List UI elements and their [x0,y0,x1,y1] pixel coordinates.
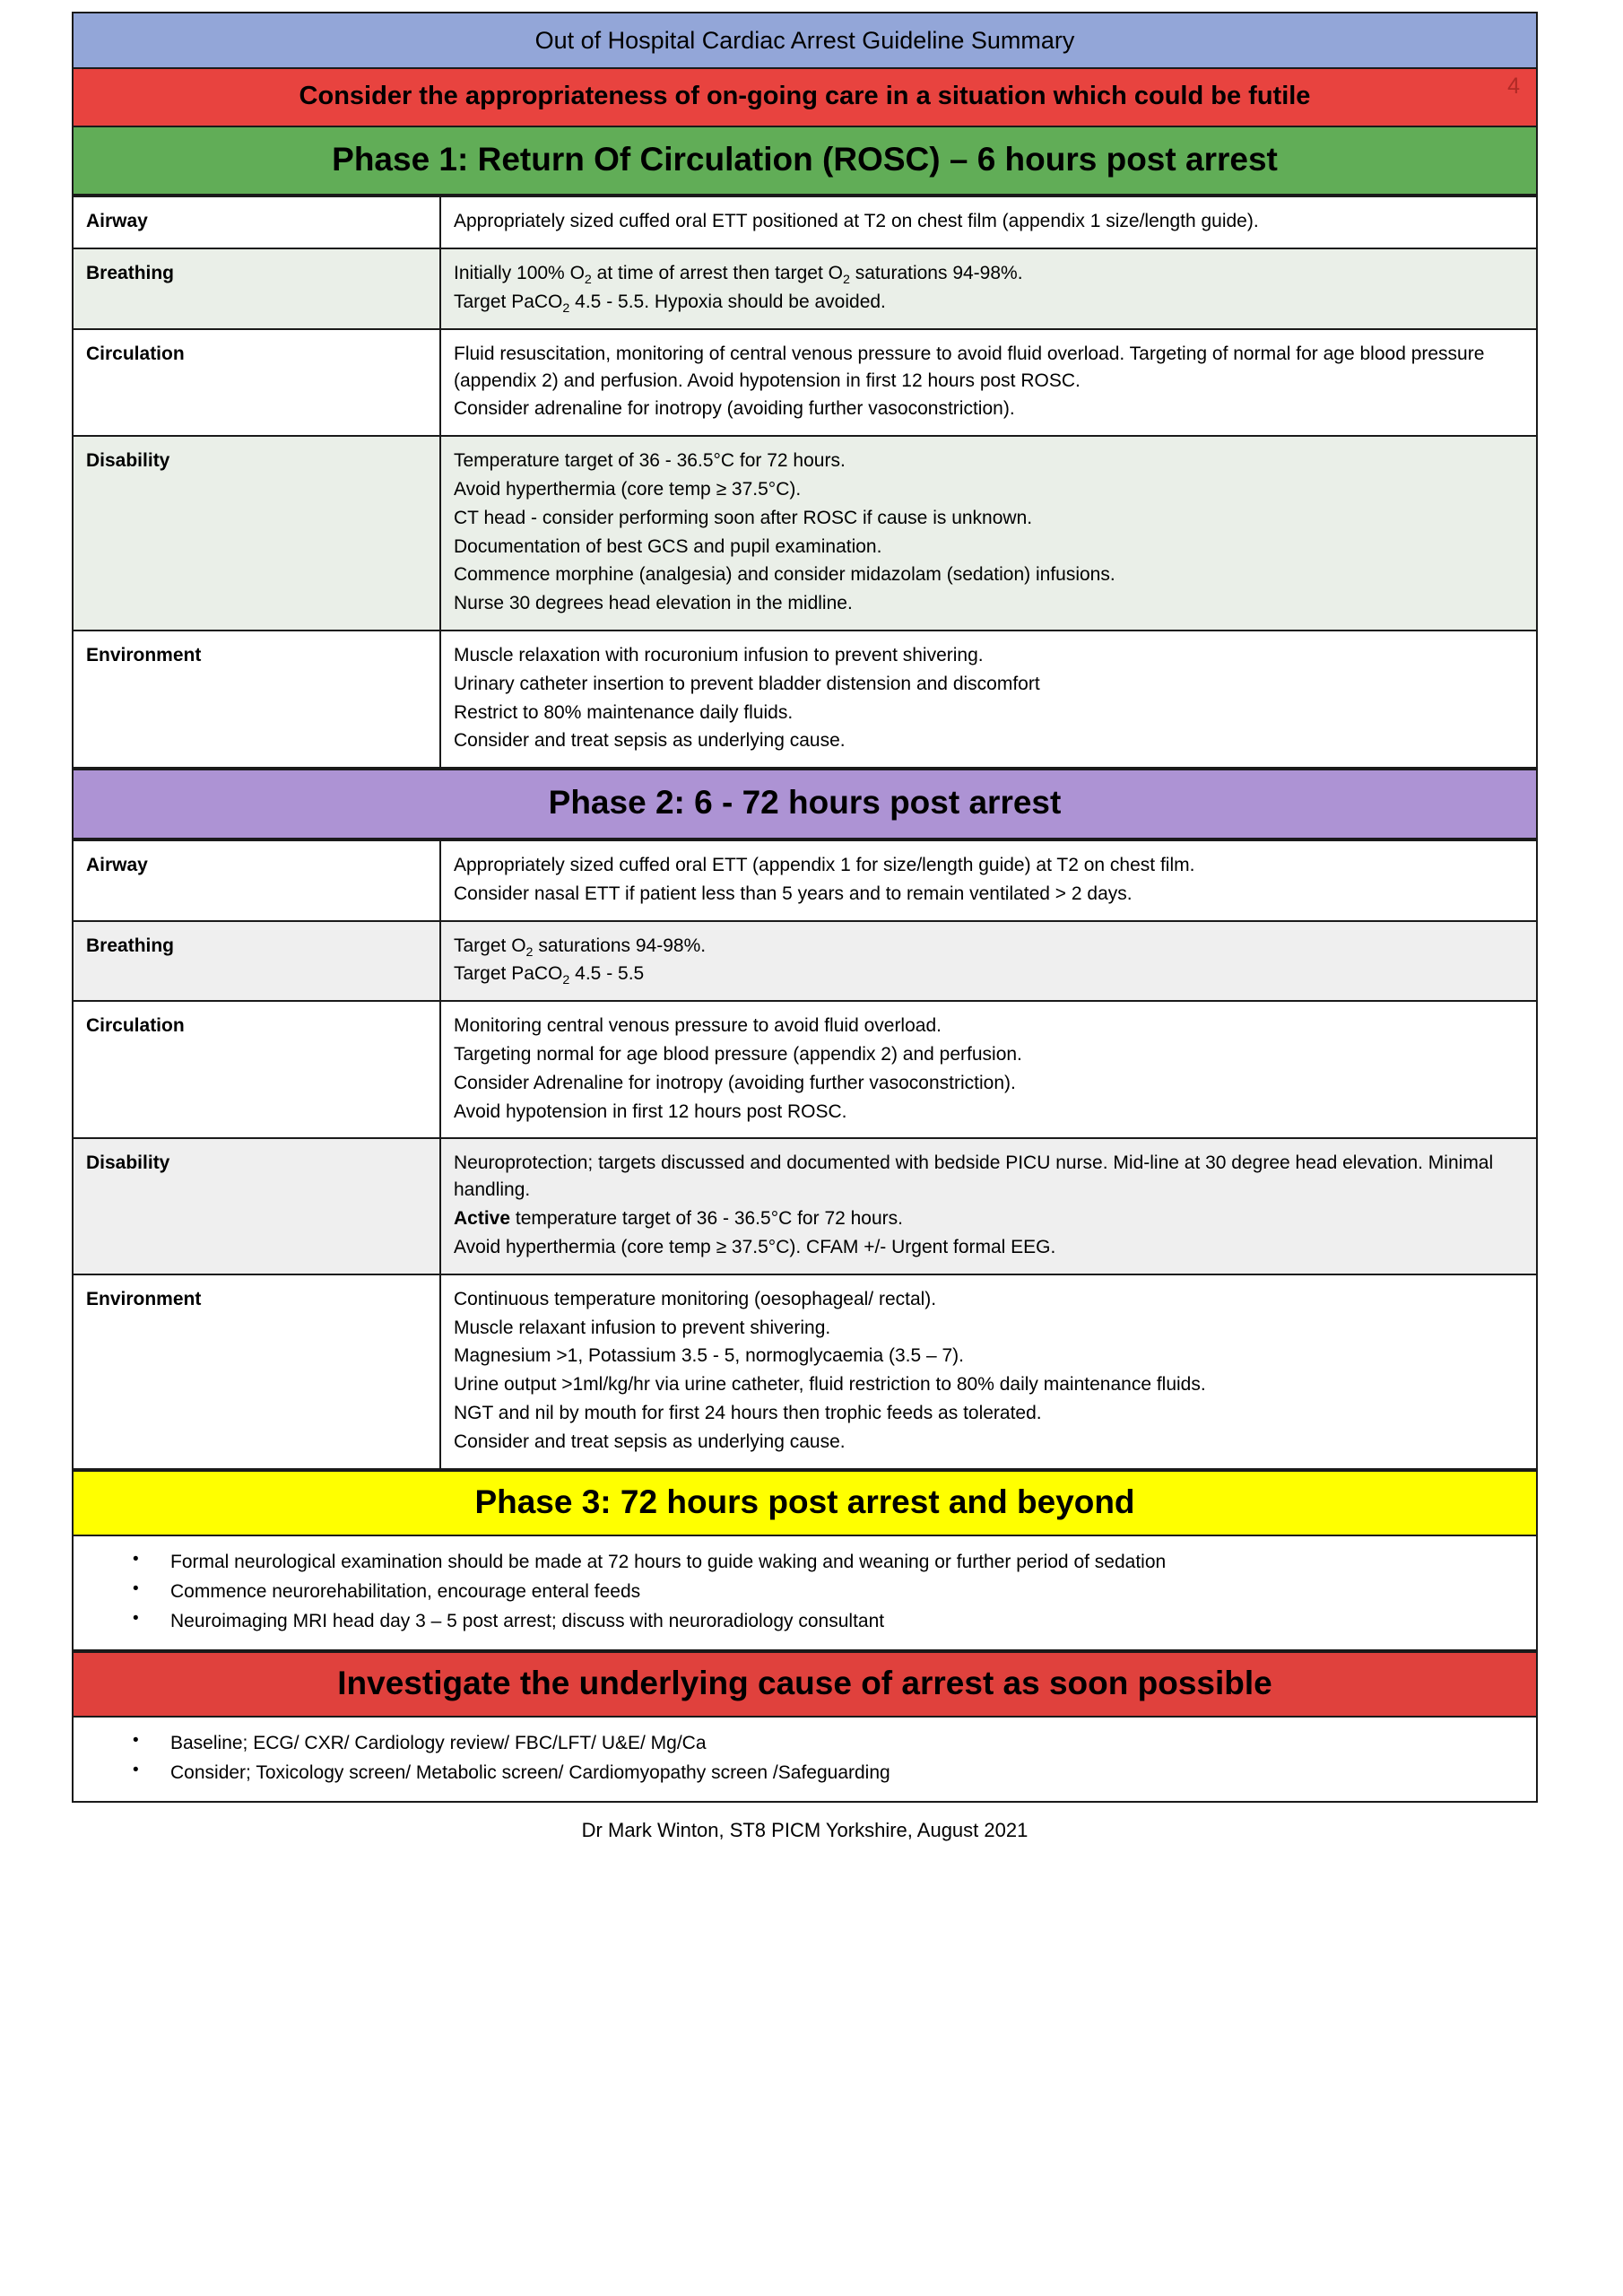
text-line [454,260,1523,287]
text-fragment: Target O [454,935,526,956]
row-label-environment: Environment [73,1274,440,1469]
text-line: Consider and treat sepsis as underlying cause. [454,730,846,752]
text-fragment: Target PaCO [454,291,563,312]
text-fragment: 4.5 - 5.5. Hypoxia should be avoided. [569,291,886,312]
text-line: Restrict to 80% maintenance daily fluids. [454,701,794,723]
text-line [454,961,1523,987]
subscript: 2 [562,300,570,316]
row-body-circulation [440,329,1537,436]
row-label-breathing: Breathing [73,248,440,329]
table-row [73,196,1537,248]
row-body-airway [440,840,1537,921]
emphasis-active: Active [454,1208,511,1230]
text-line: Avoid hyperthermia (core temp ≥ 37.5°C). [454,478,802,500]
text-line: Fluid resuscitation, monitoring of central venous pressure to avoid fluid overload. Targeting of normal for age blood pressure (appendix 2) and perfusion. Avoid hypotension in first 12 hours post ROSC. [454,343,1485,391]
phase1-table [72,196,1538,769]
text-line: Magnesium >1, Potassium 3.5 - 5, normoglycaemia (3.5 – 7). [454,1345,965,1367]
text-line: CT head - consider performing soon after ROSC if cause is unknown. [454,507,1033,528]
futile-alert-text: Consider the appropriateness of on-going care in a situation which could be futile [299,81,1311,110]
row-label-airway: Airway [73,196,440,248]
subscript: 2 [562,973,570,988]
investigate-heading: Investigate the underlying cause of arrest as soon possible [337,1664,1272,1701]
text-line: Documentation of best GCS and pupil examination. [454,535,882,557]
guideline-sheet [72,12,1538,1842]
table-row [73,1001,1537,1138]
row-body-airway [440,196,1537,248]
text-line [454,1205,1523,1232]
list-item: • Baseline; ECG/ CXR/ Cardiology review/ FBC/LFT/ U&E/ Mg/Ca [127,1730,1518,1757]
text-line [454,933,1523,960]
text-line: Targeting normal for age blood pressure (appendix 2) and perfusion. [454,1044,1022,1065]
row-body-breathing [440,248,1537,329]
row-label-disability: Disability [73,1138,440,1274]
page-number: 4 [1507,73,1520,99]
text-line: Temperature target of 36 - 36.5°C for 72 hours. [454,450,846,472]
text-line: Neuroprotection; targets discussed and documented with bedside PICU nurse. Mid-line at 30 degree head elevation. Minimal handling. [454,1152,1494,1201]
table-row [73,840,1537,921]
phase3-bullet-list [74,1549,1518,1634]
row-label-disability: Disability [73,436,440,631]
text-fragment: Target PaCO [454,963,563,985]
row-body-environment [440,1274,1537,1469]
row-body-environment [440,631,1537,768]
table-row [73,248,1537,329]
row-label-breathing: Breathing [73,921,440,1002]
subscript: 2 [842,273,850,288]
text-line: Muscle relaxant infusion to prevent shivering. [454,1317,831,1338]
text-line: Muscle relaxation with rocuronium infusion to prevent shivering. [454,645,984,666]
text-line: Avoid hypotension in first 12 hours post ROSC. [454,1100,847,1122]
futile-alert-banner [72,69,1538,127]
table-row [73,1138,1537,1274]
table-row [73,1274,1537,1469]
list-item: • Commence neurorehabilitation, encourage enteral feeds [127,1578,1518,1605]
table-row [73,329,1537,436]
row-label-circulation: Circulation [73,1001,440,1138]
text-line: Consider and treat sepsis as underlying cause. [454,1431,846,1452]
row-label-airway: Airway [73,840,440,921]
text-fragment: at time of arrest then target O [591,263,843,284]
text-line: Urine output >1ml/kg/hr via urine catheter, fluid restriction to 80% daily maintenance fluids. [454,1374,1206,1396]
investigate-bullet-box [72,1718,1538,1803]
table-row [73,921,1537,1002]
text-fragment: saturations 94-98%. [533,935,707,956]
row-body-disability [440,436,1537,631]
text-line: Consider nasal ETT if patient less than 5 years and to remain ventilated > 2 days. [454,883,1133,904]
text-line: Appropriately sized cuffed oral ETT positioned at T2 on chest film (appendix 1 size/length guide). [454,211,1259,232]
text-fragment: saturations 94-98%. [849,263,1023,284]
phase2-heading: Phase 2: 6 - 72 hours post arrest [548,784,1062,822]
phase3-heading: Phase 3: 72 hours post arrest and beyond [474,1483,1135,1520]
text-line: Avoid hyperthermia (core temp ≥ 37.5°C). CFAM +/- Urgent formal EEG. [454,1236,1056,1257]
subscript: 2 [525,944,534,960]
row-label-environment: Environment [73,631,440,768]
phase3-bullet-box [72,1536,1538,1650]
text-line [454,289,1523,316]
text-fragment: Initially 100% O [454,263,585,284]
text-line: Monitoring central venous pressure to avoid fluid overload. [454,1015,942,1037]
phase2-heading-banner [72,769,1538,839]
text-line: Commence morphine (analgesia) and consider midazolam (sedation) infusions. [454,564,1115,586]
text-line: Consider adrenaline for inotropy (avoiding further vasoconstriction). [454,398,1015,420]
text-fragment: temperature target of 36 - 36.5°C for 72 hours. [510,1208,903,1230]
phase1-heading-banner [72,127,1538,196]
list-item: • Consider; Toxicology screen/ Metabolic screen/ Cardiomyopathy screen /Safeguarding [127,1760,1518,1787]
list-item: • Neuroimaging MRI head day 3 – 5 post arrest; discuss with neuroradiology consultant [127,1608,1518,1635]
phase2-table [72,839,1538,1470]
phase3-heading-banner [72,1470,1538,1537]
phase1-heading: Phase 1: Return Of Circulation (ROSC) – 6 hours post arrest [332,140,1278,178]
document-title-banner [72,12,1538,69]
document-title: Out of Hospital Cardiac Arrest Guideline Summary [534,27,1075,54]
table-row [73,631,1537,768]
row-body-circulation [440,1001,1537,1138]
investigate-heading-banner [72,1651,1538,1718]
text-line: Nurse 30 degrees head elevation in the midline. [454,593,853,614]
row-label-circulation: Circulation [73,329,440,436]
text-line: Urinary catheter insertion to prevent bladder distension and discomfort [454,673,1040,694]
subscript: 2 [584,273,592,288]
row-body-breathing [440,921,1537,1002]
document-footer: Dr Mark Winton, ST8 PICM Yorkshire, August 2021 [581,1819,1028,1842]
text-fragment: 4.5 - 5.5 [569,963,645,985]
text-line: NGT and nil by mouth for first 24 hours then trophic feeds as tolerated. [454,1402,1042,1423]
investigate-bullet-list [74,1730,1518,1787]
text-line: Continuous temperature monitoring (oesophageal/ rectal). [454,1288,937,1309]
table-row [73,436,1537,631]
row-body-disability [440,1138,1537,1274]
text-line: Consider Adrenaline for inotropy (avoiding further vasoconstriction). [454,1072,1016,1093]
text-line: Appropriately sized cuffed oral ETT (appendix 1 for size/length guide) at T2 on chest film. [454,854,1195,875]
list-item: • Formal neurological examination should be made at 72 hours to guide waking and weaning or further period of sedation [127,1549,1518,1576]
